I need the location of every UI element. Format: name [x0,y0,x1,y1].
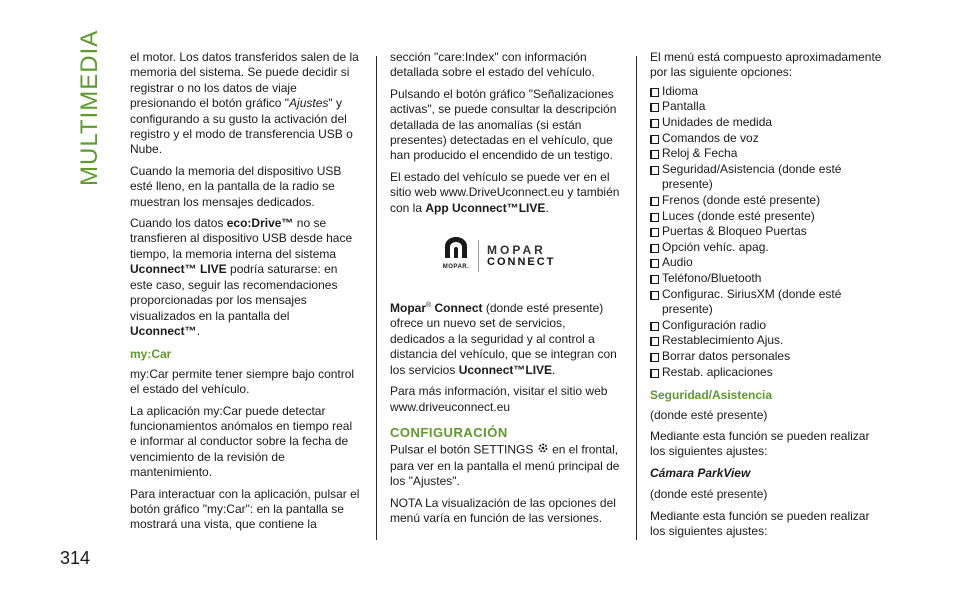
column-divider [376,56,377,540]
list-item: Configuración radio [650,318,882,334]
column-2 [390,50,622,532]
paragraph: Cuando los datos eco:Drive™ no se transfieren al dispositivo USB desde hace tiempo, la memoria interna del sistema Uconnect™ LIVE podría saturarse: en este caso, seguir las recomendaciones proporcionadas por los mensajes visualizados en la pantalla del Uconnect™. [130,216,353,338]
subheading-parkview: Cámara ParkView [650,465,751,480]
list-item: Borrar datos personales [650,349,882,365]
paragraph: (donde esté presente) [650,487,768,502]
column-3 [650,50,882,545]
paragraph: el motor. Los datos transferidos salen de la memoria del sistema. Se puede decidir si registrar o no los datos de viaje presionando el botón gráfico "Ajustes" y configurando a su gusto la activación del registro y el modo de transferencia USB o Nube. [130,50,359,157]
paragraph: Para interactuar con la aplicación, pulsar el botón gráfico "my:Car": en la pantalla se mostrará una vista, que contiene la [130,486,360,532]
paragraph: Pulsando el botón gráfico "Señalizaciones activas", se puede consultar la descripción detallada de las anomalías (si están presentes) detectadas en el vehículo, que han producido el encendido de un testigo. [390,86,617,163]
list-item: Restab. aplicaciones [650,365,882,381]
paragraph: Mediante esta función se pueden realizar los siguientes ajustes: [650,428,870,459]
paragraph: Pulsar el botón SETTINGS en el frontal, para ver en la pantalla el menú principal de los "Ajustes". [390,442,620,489]
list-item: Seguridad/Asistencia (donde esté presente) [650,162,882,193]
list-item: Idioma [650,84,882,100]
list-item: Teléfono/Bluetooth [650,271,882,287]
section-title: MULTIMEDIA [76,29,103,186]
paragraph: Cuando la memoria del dispositivo USB esté lleno, en la pantalla de la radio se muestran los mensajes dedicados. [130,163,342,209]
paragraph: El menú está compuesto aproximadamente por las siguiente opciones: [650,50,882,80]
list-item: Reloj & Fecha [650,146,882,162]
section-heading-configuracion: CONFIGURACIÓN [390,424,508,440]
paragraph: La aplicación my:Car puede detectar funcionamientos anómalos en tiempo real e informar al conductor sobre la fecha de vencimiento de la revisión de mantenimiento. [130,403,353,480]
settings-menu-list [650,84,882,380]
paragraph: NOTA La visualización de las opciones del menú varía en función de las versiones. [390,495,616,525]
section-heading-seguridad: Seguridad/Asistencia [650,388,773,403]
list-item: Restablecimiento Ajus. [650,333,882,349]
mopar-connect-logo: MOPAR. MOPAR CONNECT [442,236,622,276]
list-item: Puertas & Bloqueo Puertas [650,224,882,240]
list-item: Luces (donde esté presente) [650,209,882,225]
paragraph: (donde esté presente) [650,407,768,422]
paragraph: my:Car permite tener siempre bajo control el estado del vehículo. [130,366,355,397]
list-item: Configurac. SiriusXM (donde esté presente) [650,287,882,318]
list-item: Frenos (donde esté presente) [650,193,882,209]
list-item: Pantalla [650,99,882,115]
section-heading-mycar: my:Car [130,347,172,362]
settings-gear-icon [537,442,549,458]
list-item: Comandos de voz [650,131,882,147]
list-item: Audio [650,255,882,271]
paragraph: sección "care:Index" con información detallada sobre el estado del vehículo. [390,50,595,80]
paragraph: Para más información, visitar el sitio web www.driveuconnect.eu [390,384,608,414]
column-1 [130,50,362,539]
mopar-m-icon: MOPAR. [442,236,470,275]
column-divider [636,56,637,540]
list-item: Opción vehíc. apag. [650,240,882,256]
paragraph: El estado del vehículo se puede ver en el sitio web www.DriveUconnect.eu y también con la App Uconnect™LIVE. [390,169,620,215]
page-number: 314 [60,548,91,568]
paragraph: Mopar® Connect (donde esté presente) ofrece un nuevo set de servicios, dedicados a la seguridad y al control a distancia del vehículo, que se integran con los servicios Uconnect™LIVE. [390,301,617,377]
paragraph: Mediante esta función se pueden realizar los siguientes ajustes: [650,508,870,538]
list-item: Unidades de medida [650,115,882,131]
